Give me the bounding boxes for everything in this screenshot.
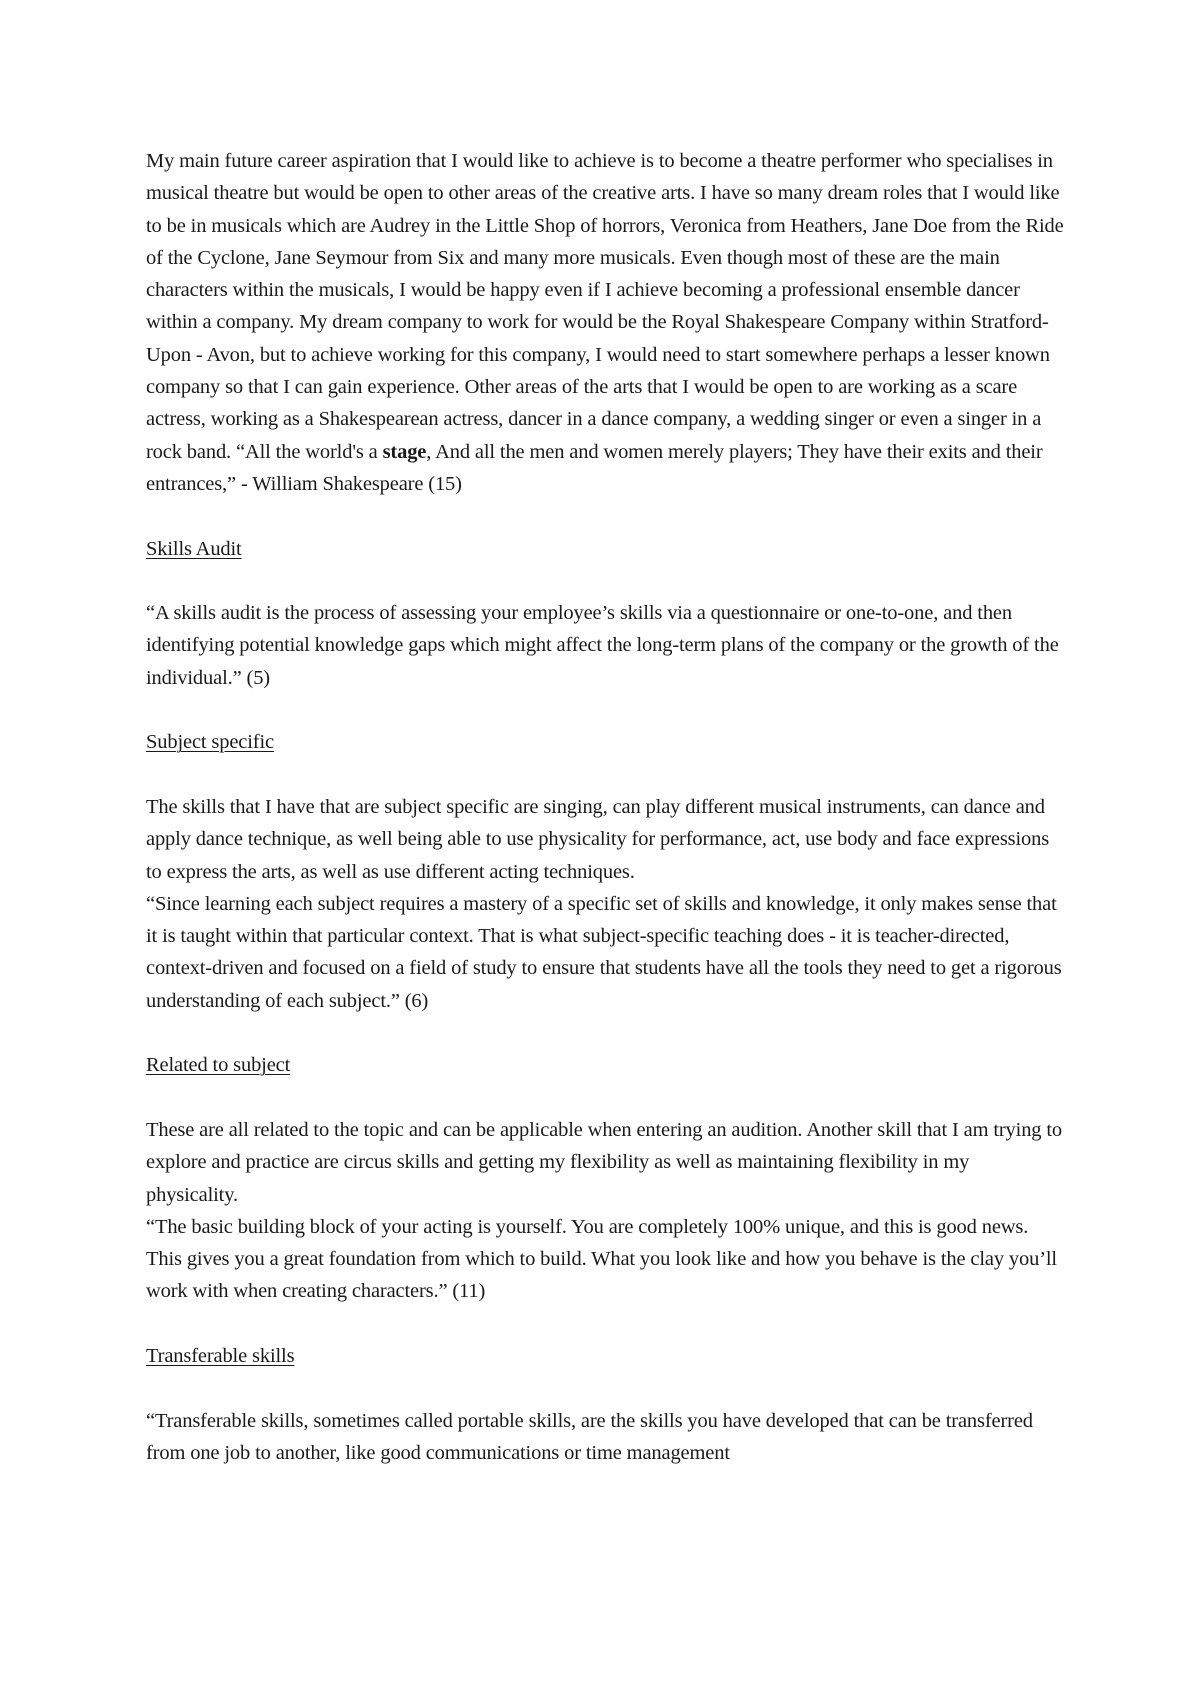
skills-audit-quote: “A skills audit is the process of assessing your employee’s skills via a questionnaire or one-to-one, and then identifying potential knowledge gaps which might affect the long-term plans of the company or the growth of the individual.” (5): [146, 602, 1059, 689]
spacer: [146, 565, 1066, 597]
related-to-subject-body: These are all related to the topic and can be applicable when entering an audition. Another skill that I am trying to explore and practice are circus skills and getting my flexibility as well as maintaining flexibility in my physicality.: [146, 1118, 1063, 1206]
document-body: [146, 145, 1066, 1469]
spacer: [146, 500, 1066, 532]
spacer: [146, 1082, 1066, 1114]
transferable-skills-heading: Transferable skills: [146, 1344, 295, 1367]
spacer: [146, 694, 1066, 726]
subject-specific-body: The skills that I have that are subject specific are singing, can play different musical instruments, can dance and apply dance technique, as well being able to use physicality for performance, act, use body and face expressions to express the arts, as well as use different acting techniques.: [146, 795, 1050, 883]
transferable-skills-quote: “Transferable skills, sometimes called portable skills, are the skills you have developed that can be transferred from one job to another, like good communications or time management: [146, 1409, 1033, 1464]
spacer: [146, 1017, 1066, 1049]
spacer: [146, 759, 1066, 791]
intro-text: My main future career aspiration that I would like to achieve is to become a theatre performer who specialises in musical theatre but would be open to other areas of the creative arts. I have so many dream roles that I would like to be in musicals which are Audrey in the Little Shop of horrors, Veronica from Heathers, Jane Doe from the Ride of the Cyclone, Jane Seymour from Six and many more musicals. Even though most of these are the main characters within the musicals, I would be happy even if I achieve becoming a professional ensemble dancer within a company. My dream company to work for would be the Royal Shakespeare Company within Stratford- Upon - Avon, but to achieve working for this company, I would need to start somewhere perhaps a lesser known company so that I can gain experience. Other areas of the arts that I would be open to are working as a scare actress, working as a Shakespearean actress, dancer in a dance company, a wedding singer or even a singer in a rock band. “All the world's a: [146, 150, 1064, 463]
spacer: [146, 1308, 1066, 1340]
skills-audit-heading: Skills Audit: [146, 537, 242, 560]
subject-specific-quote: “Since learning each subject requires a mastery of a specific set of skills and knowledge, it only makes sense that it is taught within that particular context. That is what subject-specific teaching does - it is teacher-directed, context-driven and focused on a field of study to ensure that students have all the tools they need to get a rigorous understanding of each subject.” (6): [146, 892, 1062, 1012]
spacer: [146, 1372, 1066, 1404]
related-to-subject-heading: Related to subject: [146, 1054, 291, 1077]
intro-paragraph: [146, 145, 1066, 500]
related-to-subject-quote: “The basic building block of your acting is yourself. You are completely 100% unique, and this is good news. This gives you a great foundation from which to build. What you look like and how you behave is the clay you’ll work with when creating characters.” (11): [146, 1215, 1057, 1303]
subject-specific-heading: Subject specific: [146, 731, 274, 754]
intro-bold-word: stage: [382, 440, 427, 463]
intro-text-end: , And all the men and women merely players; They have their exits and their entrances,” - William Shakespeare (15): [146, 440, 1043, 495]
